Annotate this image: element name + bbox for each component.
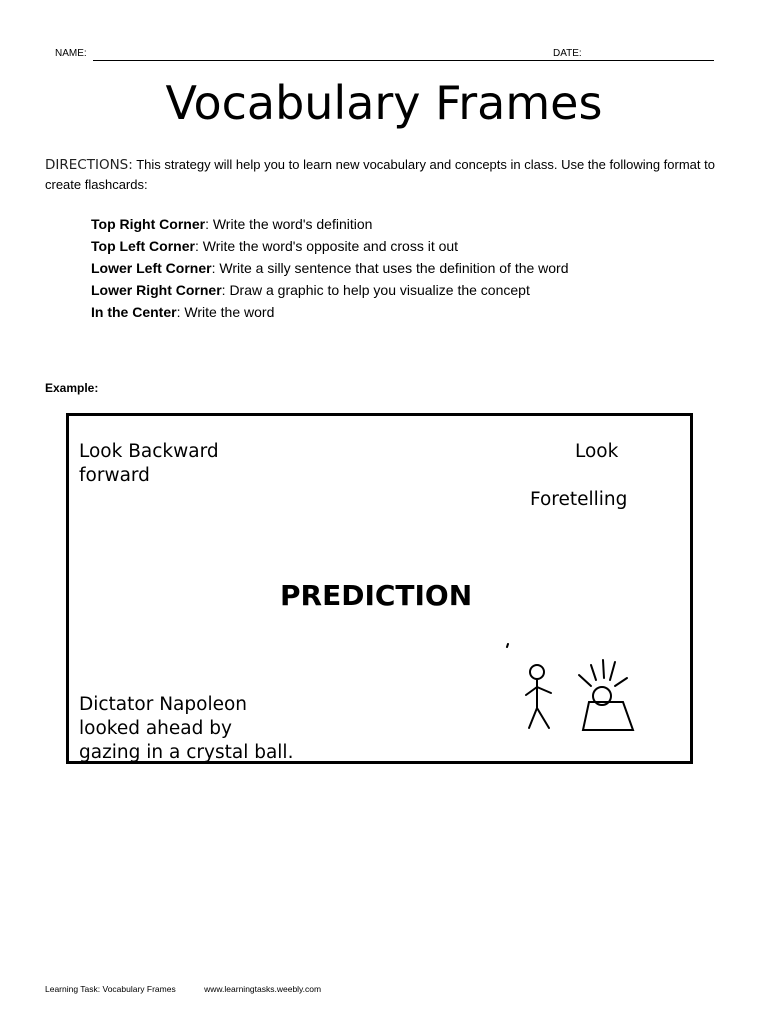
card-bottom-left-line: Dictator Napoleon: [79, 694, 248, 715]
page-title: Vocabulary Frames: [165, 76, 603, 130]
card-top-left-line: forward: [79, 465, 150, 486]
card-center-word: PREDICTION: [280, 579, 473, 612]
name-date-row: [55, 48, 715, 64]
step-text: : Draw a graphic to help you visualize the concept: [221, 282, 530, 298]
vocabulary-frame-card: [66, 413, 693, 764]
example-label: Example:: [45, 381, 99, 395]
step-item: [91, 301, 569, 323]
card-top-right-line1: Look: [575, 441, 619, 462]
name-label: NAME:: [55, 48, 87, 59]
step-term: Lower Left Corner: [91, 260, 212, 276]
step-term: Top Left Corner: [91, 238, 195, 254]
card-top-left-line: Look Backward: [79, 441, 219, 462]
step-text: : Write the word's opposite and cross it out: [194, 238, 459, 254]
step-item: [91, 235, 569, 257]
date-field-line[interactable]: [588, 60, 714, 61]
step-text: : Write a silly sentence that uses the definition of the word: [211, 260, 569, 276]
card-top-left: [79, 440, 219, 488]
date-label: DATE:: [553, 48, 582, 59]
directions: [45, 155, 725, 194]
card-bottom-left-line: looked ahead by: [79, 718, 232, 739]
footer-url[interactable]: www.learningtasks.weebly.com: [204, 984, 322, 994]
step-item: [91, 257, 569, 279]
step-term: In the Center: [91, 304, 177, 320]
card-bottom-left: [79, 693, 293, 765]
step-text: : Write the word: [176, 304, 275, 320]
steps-list: [91, 213, 569, 323]
step-term: Lower Right Corner: [91, 282, 222, 298]
card-bottom-left-line: gazing in a crystal ball.: [79, 742, 294, 763]
directions-text: This strategy will help you to learn new vocabulary and concepts in class. Use the following format to create flashcards:: [45, 157, 715, 192]
stick-figure-with-crystal-ball-icon: [499, 640, 639, 740]
footer: [45, 984, 347, 994]
step-term: Top Right Corner: [91, 216, 206, 232]
name-field-line[interactable]: [93, 60, 598, 61]
step-item: [91, 213, 569, 235]
directions-label: DIRECTIONS:: [45, 157, 133, 173]
footer-task: Learning Task: Vocabulary Frames: [45, 984, 176, 994]
step-item: [91, 279, 569, 301]
step-text: : Write the word's definition: [205, 216, 373, 232]
card-top-right-line2: Foretelling: [530, 489, 628, 510]
